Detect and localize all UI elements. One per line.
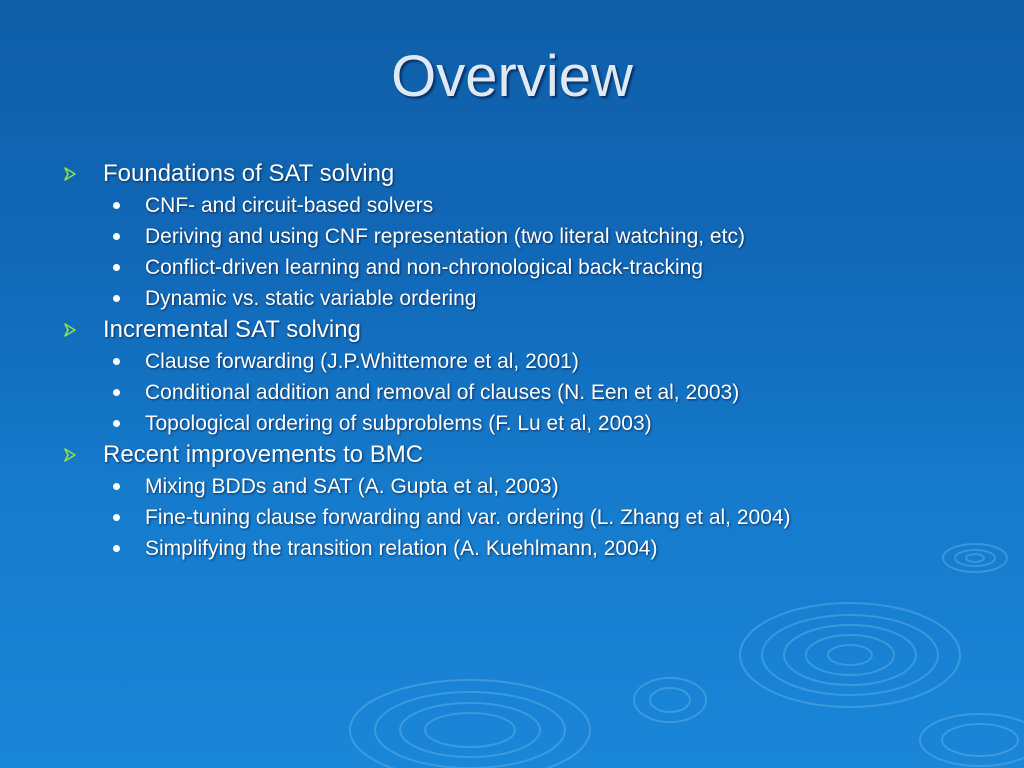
level2-bullet-item	[60, 502, 1000, 533]
dot-bullet-icon	[111, 233, 145, 240]
arrow-bullet-icon	[60, 323, 103, 337]
dot-bullet-icon	[111, 483, 145, 490]
bullet-text: CNF- and circuit-based solvers	[145, 193, 434, 217]
level2-bullet-item	[60, 408, 1000, 439]
arrow-bullet-icon	[60, 167, 103, 181]
section	[60, 158, 1000, 314]
bullet-text: Mixing BDDs and SAT (A. Gupta et al, 2003)	[145, 474, 559, 498]
level2-bullet-item	[60, 471, 1000, 502]
level2-bullet-item	[60, 377, 1000, 408]
section	[60, 439, 1000, 564]
slide-title: Overview	[391, 44, 633, 109]
level2-bullet-item	[60, 533, 1000, 564]
dot-bullet-icon	[111, 545, 145, 552]
bullet-text: Dynamic vs. static variable ordering	[145, 286, 477, 310]
level2-bullet-item	[60, 190, 1000, 221]
section-heading: Recent improvements to BMC	[103, 441, 424, 468]
level1-bullet-item	[60, 439, 1000, 471]
section	[60, 314, 1000, 439]
section-heading: Foundations of SAT solving	[103, 160, 395, 187]
dot-bullet-icon	[111, 264, 145, 271]
bullet-text: Simplifying the transition relation (A. Kuehlmann, 2004)	[145, 536, 658, 560]
level2-bullet-item	[60, 221, 1000, 252]
bullet-list	[60, 158, 1000, 564]
dot-bullet-icon	[111, 358, 145, 365]
level1-bullet-item	[60, 158, 1000, 190]
section-heading: Incremental SAT solving	[103, 316, 361, 343]
level2-bullet-item	[60, 283, 1000, 314]
dot-bullet-icon	[111, 202, 145, 209]
level2-bullet-item	[60, 346, 1000, 377]
dot-bullet-icon	[111, 389, 145, 396]
dot-bullet-icon	[111, 295, 145, 302]
bullet-text: Conditional addition and removal of clauses (N. Een et al, 2003)	[145, 380, 740, 404]
level2-bullet-item	[60, 252, 1000, 283]
dot-bullet-icon	[111, 514, 145, 521]
bullet-text: Clause forwarding (J.P.Whittemore et al, 2001)	[145, 349, 579, 373]
level1-bullet-item	[60, 314, 1000, 346]
bullet-text: Conflict-driven learning and non-chronological back-tracking	[145, 255, 703, 279]
bullet-text: Fine-tuning clause forwarding and var. ordering (L. Zhang et al, 2004)	[145, 505, 791, 529]
dot-bullet-icon	[111, 420, 145, 427]
arrow-bullet-icon	[60, 448, 103, 462]
bullet-text: Topological ordering of subproblems (F. Lu et al, 2003)	[145, 411, 652, 435]
bullet-text: Deriving and using CNF representation (two literal watching, etc)	[145, 224, 745, 248]
